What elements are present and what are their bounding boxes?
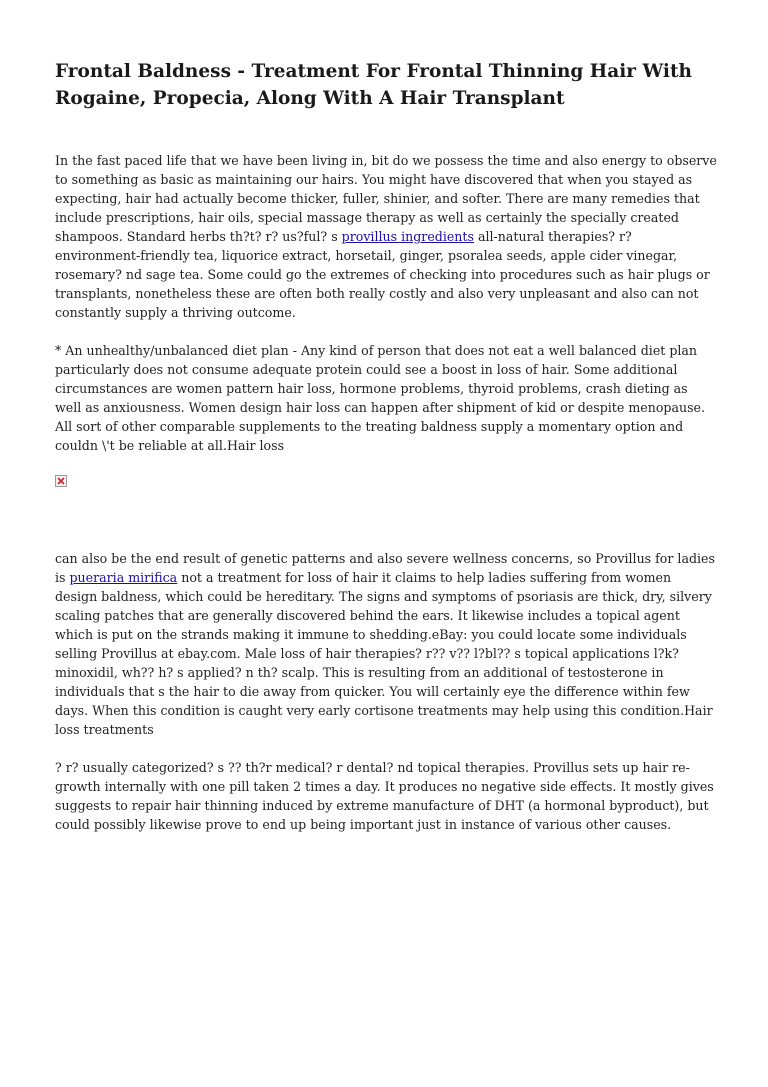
broken-image-x-mark bbox=[57, 477, 65, 485]
paragraph-3-text-end: not a treatment for loss of hair it claims to help ladies suffering from women design baldness, which could be hereditary. The signs and symptoms of psoriasis are thick, dry, silvery scaling patches that are generally discovered behind the ears. It likewise includes a topical agent which is put on the strands making it immune to shedding.eBay: you could locate some individuals selling Provillus at ebay.com. Male loss of hair therapies? r?? v?? l?bl?? s topical applications l?k? minoxidil, wh?? h? s applied? n th? scalp. This is resulting from an additional of testosterone in individuals that s the hair to die away from quicker. You will certainly eye the difference within few days. When this condition is caught very early cortisone treatments may help using this condition.Hair loss treatments bbox=[55, 570, 713, 737]
paragraph-2: * An unhealthy/unbalanced diet plan - Any kind of person that does not eat a well balanced diet plan particularly does not consume adequate protein could see a boost in loss of hair. Some additional circumstances are women pattern hair loss, hormone problems, thyroid problems, crash dieting as well as anxiousness. Women design hair loss can happen after shipment of kid or despite menopause. All sort of other comparable supplements to the treating baldness supply a momentary option and couldn \'t be reliable at all.Hair loss bbox=[55, 343, 706, 453]
provillus-ingredients-link[interactable]: provillus ingredients bbox=[341, 229, 474, 244]
paragraph-1 bbox=[55, 151, 717, 322]
image-placeholder-space bbox=[55, 487, 717, 549]
pueraria-mirifica-link[interactable]: pueraria mirifica bbox=[69, 570, 178, 585]
article-body bbox=[55, 58, 717, 834]
paragraph-3 bbox=[55, 549, 717, 739]
paragraph-1-text-start: In the fast paced life that we have been living in, bit do we possess the time and also energy to observe to something as basic as maintaining our hairs. You might have discovered that when you stayed as expecting, hair had actually become thicker, fuller, shinier, and softer. There are many remedies that include prescriptions, hair oils, special massage therapy as well as certainly the specially created shampoos. Standard herbs th?t? r? us?ful? s bbox=[55, 153, 717, 244]
paragraph-4: ? r? usually categorized? s ?? th?r medical? r dental? nd topical therapies. Provillus sets up hair re-growth internally with one pill taken 2 times a day. It produces no negative side effects. It mostly gives suggests to repair hair thinning induced by extreme manufacture of DHT (a hormonal byproduct), but could possibly likewise prove to end up being important just in instance of various other causes. bbox=[55, 760, 714, 832]
paragraph-3-text-start: can also be the end result of genetic patterns and also severe wellness concerns, so Provillus for ladies is bbox=[55, 551, 715, 585]
paragraph-1-text-end: all-natural therapies? r? environment-friendly tea, liquorice extract, horsetail, ginger, psoralea seeds, apple cider vinegar, rosemary? nd sage tea. Some could go the extremes of checking into procedures such as hair plugs or transplants, nonetheless these are often both really costly and also very unpleasant and also can not constantly supply a thriving outcome. bbox=[55, 229, 710, 320]
broken-image-icon bbox=[55, 475, 67, 487]
article-title: Frontal Baldness - Treatment For Frontal Thinning Hair With Rogaine, Propecia, Along With A Hair Transplant bbox=[55, 61, 692, 109]
